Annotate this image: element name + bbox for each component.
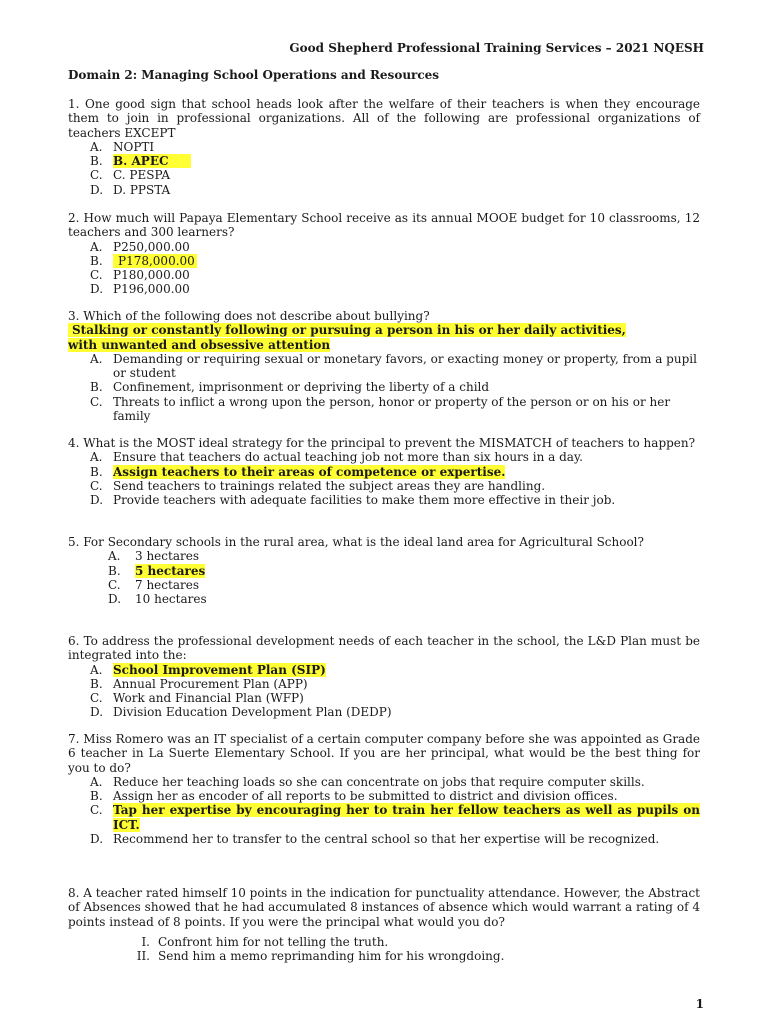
option-b-answer: B. P178,000.00 (90, 253, 195, 268)
page-header: Good Shepherd Professional Training Services – 2021 NQESH (289, 41, 704, 55)
question-stem: 3. Which of the following does not describe about bullying? (68, 309, 430, 323)
option-b-answer: B. Assign teachers to their areas of competence or expertise. (90, 464, 506, 479)
option-a: A. Ensure that teachers do actual teaching job not more than six hours in a day. (90, 450, 583, 465)
option-c: C. C. PESPA (90, 168, 171, 183)
question-stem: 5. For Secondary schools in the rural area, what is the ideal land area for Agricultural School? (68, 535, 644, 549)
option-b: B. Assign her as encoder of all reports to be submitted to district and division offices. (90, 789, 618, 804)
question-4 (68, 436, 700, 507)
answer-line: Stalking or constantly following or pursuing a person in his or her daily activities, (68, 323, 700, 337)
option-a: A. P250,000.00 (90, 239, 190, 254)
option-d: D. P196,000.00 (90, 282, 190, 297)
option-b: B. Annual Procurement Plan (APP) (90, 676, 308, 691)
option-a: A. NOPTI (90, 139, 155, 154)
question-5 (68, 535, 700, 606)
question-stem: 1. One good sign that school heads look after the welfare of their teachers is when they encourage them to join in professional organizations. All of the following are professional organizations of teachers EXCEPT (68, 97, 700, 140)
option-b-answer: B. 5 hectares (108, 563, 206, 578)
option-d: D. D. PPSTA (90, 182, 171, 197)
question-stem: 4. What is the MOST ideal strategy for the principal to prevent the MISMATCH of teachers to happen? (68, 436, 696, 450)
domain-title: Domain 2: Managing School Operations and Resources (68, 68, 440, 82)
question-3 (68, 309, 700, 423)
option-b-answer: B. B. APEC (68, 154, 700, 168)
page-number: 1 (695, 997, 704, 1011)
statement-i: I. Confront him for not telling the truth. (141, 934, 389, 949)
question-1 (68, 97, 700, 197)
question-stem: 8. A teacher rated himself 10 points in the indication for punctuality attendance. However, the Abstract of Absences showed that he had accumulated 8 instances of absence which would warrant a rating of 4 points instead of 8 points. If you were the principal what would you do? (68, 886, 700, 929)
question-stem: 6. To address the professional development needs of each teacher in the school, the L&D Plan must be integrated into the: (68, 634, 700, 663)
question-6 (68, 634, 700, 720)
answer-line: with unwanted and obsessive attention (68, 337, 331, 352)
option-d: D. Recommend her to transfer to the central school so that her expertise will be recognized. (90, 832, 660, 847)
option-c: C. Threats to inflict a wrong upon the person, honor or property of the person or on his or her family (90, 394, 671, 424)
question-stem: 2. How much will Papaya Elementary School receive as its annual MOOE budget for 10 classrooms, 12 teachers and 300 learners? (68, 211, 700, 240)
option-a-answer: A. School Improvement Plan (SIP) (90, 662, 326, 677)
option-c: C. Work and Financial Plan (WFP) (90, 691, 304, 706)
question-2 (68, 211, 700, 297)
option-a: A. Reduce her teaching loads so she can concentrate on jobs that require computer skills. (90, 774, 645, 789)
option-c: C. Send teachers to trainings related the subject areas they are handling. (90, 478, 546, 493)
option-a: A. Demanding or requiring sexual or monetary favors, or exacting money or property, from a pupil or student (90, 351, 697, 381)
option-c: C. 7 hectares (108, 577, 199, 592)
option-b: B. Confinement, imprisonment or depriving the liberty of a child (90, 380, 490, 395)
option-a: A. 3 hectares (108, 549, 199, 564)
question-8 (68, 886, 700, 963)
option-d: D. Division Education Development Plan (DEDP) (90, 705, 392, 720)
option-d: D. 10 hectares (108, 592, 207, 607)
option-c-answer: C. Tap her expertise by encouraging her to train her fellow teachers as well as pupils on ICT. (90, 803, 700, 832)
question-7 (68, 732, 700, 846)
option-c: C. P180,000.00 (90, 268, 190, 283)
statement-ii: II. Send him a memo reprimanding him for his wrongdoing. (136, 949, 505, 964)
option-d: D. Provide teachers with adequate facilities to make them more effective in their job. (90, 493, 616, 508)
question-stem: 7. Miss Romero was an IT specialist of a certain computer company before she was appointed as Grade 6 teacher in La Suerte Elementary School. If you are her principal, what would be the best thing for you to do? (68, 732, 700, 775)
